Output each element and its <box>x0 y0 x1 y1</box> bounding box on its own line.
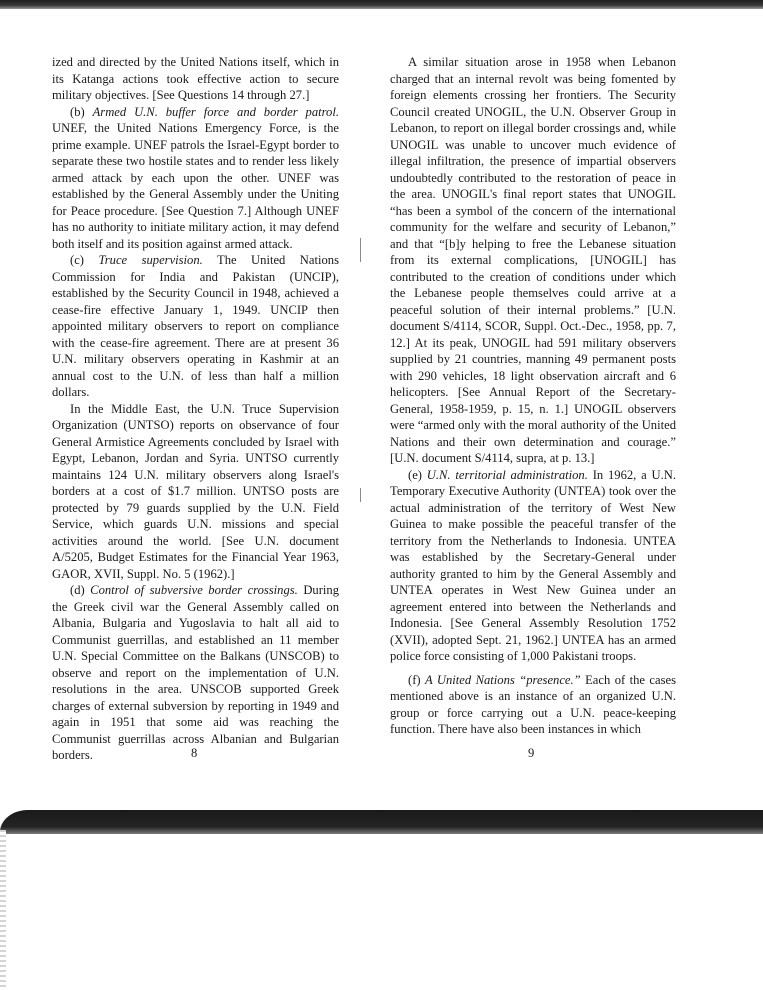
item-label: (b) <box>70 104 93 119</box>
section-heading: A United Nations “presence.” <box>425 672 581 687</box>
scan-top-rule <box>0 0 763 9</box>
paragraph-text: UNEF, the United Nations Emergency Force, is the prime example. UNEF patrols the Israel-Egypt border to separate these two hostile states and to render less likely armed attack by each upon the other. UNEF was established by the General Assembly under the Uniting for Peace procedure. [See Question 7.] Although UNEF has no authority to initiate military action, it may defend both itself and its position against armed attack. <box>52 121 339 251</box>
paragraph-subversive-border-crossings <box>52 582 339 764</box>
paragraph <box>52 54 339 104</box>
section-heading: Truce supervision. <box>98 253 203 267</box>
scan-left-edge <box>0 830 6 990</box>
paragraph-un-presence <box>390 672 676 738</box>
item-label: (f) <box>408 672 426 687</box>
section-heading: Control of subversive border crossings. <box>90 583 298 597</box>
paragraph-text: The United Nations Commission for India and Pakistan (UNCIP), established by the Security Council in 1948, achieved a cease-fire effective January 1, 1949. UNCIP then appointed military observers to report on compliance with the cease-fire agreement. There are at present 36 U.N. military observers operating in Kashmir at an annual cost to the U.N. of less than half a million dollars. <box>52 253 339 399</box>
paragraph-text: A similar situation arose in 1958 when Lebanon charged that an internal revolt was being fomented by foreign elements crossing her frontiers. The Security Council created UNOGIL, the U.N. Observer Group in Lebanon, to report on illegal border crossings and, while UNOGIL was unable to uncover much evidence of illegal infiltration, the presence of impartial observers undoubtedly contributed to the restoration of peace in the area. UNOGIL's final report states that UNOGIL “has been a symbol of the concern of the international community for the welfare and security of Lebanon,” and that “[b]y helping to free the Lebanese situation from its external complications, [UNOGIL] has contributed to the creation of conditions under which the Lebanese people themselves could arrive at a peaceful solution of their internal problems.” [U.N. document S/4114, SCOR, Suppl. Oct.-Dec., 1958, pp. 7, 12.] At its peak, UNOGIL had 591 military observers supplied by 21 countries, manning 49 permanent posts with 290 vehicles, 18 light observation aircraft and 6 helicopters. [See Annual Report of the Secretary-General, 1958-1959, p. 15, n. 1.] UNOGIL observers were “armed only with the moral authority of the United Nations and their own determination and courage.” [U.N. document S/4114, supra, at p. 13.] <box>390 55 676 465</box>
left-page-column <box>52 54 339 764</box>
paragraph-middle-east <box>52 401 339 583</box>
item-label: (c) <box>70 253 99 267</box>
gutter-mark <box>360 238 361 262</box>
paragraph-text: ized and directed by the United Nations itself, which in its Katanga actions took effective action to secure military objectives. [See Questions 14 through 27.] <box>52 55 339 102</box>
paragraph-territorial-administration <box>390 467 676 665</box>
page-number-left: 8 <box>191 746 198 760</box>
paragraph-text: In 1962, a U.N. Temporary Executive Authority (UNTEA) took over the actual administration of the territory of West New Guinea to make possible the peaceful transfer of the territory from the Netherlands to Indonesia. UNTEA was established by the Secretary-General under authority granted to him by the General Assembly and UNTEA operates in West New Guinea under an agreement entered into between the Netherlands and Indonesia. [See General Assembly Resolution 1752 (XVII), adopted Sept. 21, 1962.] UNTEA has an armed police force consisting of 1,000 Pakistani troops. <box>390 467 676 663</box>
gutter-mark <box>360 488 361 502</box>
scan-bottom-band <box>0 810 763 834</box>
paragraph-text: During the Greek civil war the General Assembly called on Albania, Bulgaria and Yugoslavia to halt all aid to Communist guerrillas, and established an 11 member U.N. Special Committee on the Balkans (UNSCOB) to observe and report on the implementation of U.N. resolutions in the area. UNSCOB supported Greek charges of external subversion by reporting in 1949 and again in 1951 that some aid was reaching the Communist guerrillas across Albanian and Bulgarian borders. <box>52 583 339 762</box>
paragraph-text: Each of the cases mentioned above is an instance of an organized U.N. group or force carrying out a U.N. peace-keeping function. There have also been instances in which <box>390 672 676 736</box>
paragraph-lebanon <box>390 54 676 467</box>
paragraph-text: In the Middle East, the U.N. Truce Supervision Organization (UNTSO) reports on observance of four General Armistice Agreements concluded by Israel with Egypt, Lebanon, Jordan and Syria. UNTSO currently maintains 124 U.N. military observers along Israel's borders at a cost of $1.7 million. UNTSO posts are protected by 79 guards supplied by the U.N. Field Service, which guards U.N. missions and special activities around the world. [See U.N. document A/5205, Budget Estimates for the Financial Year 1963, GAOR, XVII, Suppl. No. 5 (1962).] <box>52 401 339 581</box>
item-label: (e) <box>408 467 427 482</box>
section-heading: Armed U.N. buffer force and border patrol. <box>92 104 339 119</box>
paragraph-truce-supervision <box>52 252 339 401</box>
page-number-right: 9 <box>528 746 535 760</box>
section-heading: U.N. territorial administration. <box>426 467 588 482</box>
item-label: (d) <box>70 583 91 597</box>
paragraph-armed-buffer-force <box>52 104 339 253</box>
right-page-column <box>390 54 676 738</box>
